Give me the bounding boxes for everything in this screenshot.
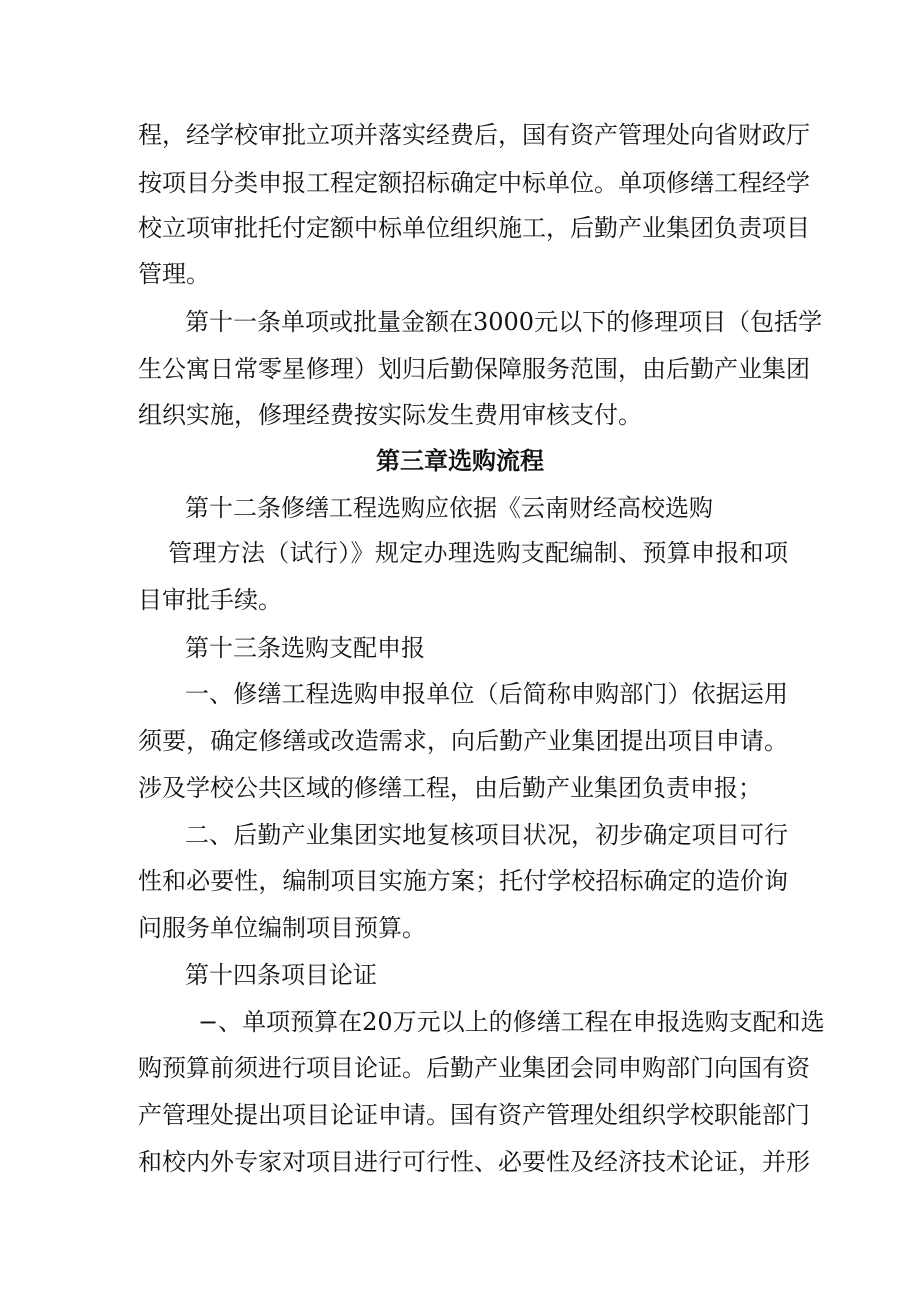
paragraph-line: 产管理处提出项目论证申请。国有资产管理处组织学校职能部门 bbox=[138, 1101, 810, 1129]
paragraph-line: 须要，确定修缮或改造需求，向后勤产业集团提出项目申请。 bbox=[138, 727, 788, 755]
paragraph-line: −、单项预算在20万元以上的修缮工程在申报选购支配和选 bbox=[198, 1008, 825, 1036]
paragraph-line: 第十二条修缮工程选购应依据《云南财经高校选购 bbox=[185, 494, 713, 522]
paragraph-line: 校立项审批托付定额中标单位组织施工，后勤产业集团负责项目 bbox=[138, 214, 810, 242]
paragraph-line: 管理方法（试行）》规定办理选购支配编制、预算申报和项 bbox=[168, 539, 788, 567]
paragraph-line: 性和必要性，编制项目实施方案；托付学校招标确定的造价询 bbox=[138, 867, 788, 895]
paragraph-line: 二、后勤产业集团实地复核项目状况，初步确定项目可行 bbox=[185, 821, 788, 849]
paragraph-line: 第十一条单项或批量金额在3000元以下的修理项目（包括学 bbox=[185, 308, 823, 336]
article-heading: 第十三条选购支配申报 bbox=[185, 634, 425, 662]
paragraph-line: 一、修缮工程选购申报单位（后简称申购部门）依据运用 bbox=[185, 680, 788, 708]
paragraph-line: 涉及学校公共区域的修缮工程，由后勤产业集团负责申报； bbox=[138, 774, 762, 802]
article-heading: 第十四条项目论证 bbox=[185, 961, 377, 989]
paragraph-line: 目审批手续。 bbox=[138, 586, 282, 614]
paragraph-line: 购预算前须进行项目论证。后勤产业集团会同申购部门向国有资 bbox=[138, 1054, 810, 1082]
paragraph-line: 按项目分类申报工程定额招标确定中标单位。单项修缮工程经学 bbox=[138, 169, 810, 197]
paragraph-line: 组织实施，修理经费按实际发生费用审核支付。 bbox=[138, 401, 642, 429]
paragraph-line: 生公寓日常零星修理）划归后勤保障服务范围，由后勤产业集团 bbox=[138, 355, 810, 383]
paragraph-line: 程，经学校审批立项并落实经费后，国有资产管理处向省财政厅 bbox=[138, 121, 810, 149]
paragraph-line: 和校内外专家对项目进行可行性、必要性及经济技术论证，并形 bbox=[138, 1148, 810, 1176]
paragraph-line: 问服务单位编制项目预算。 bbox=[138, 914, 426, 942]
paragraph-line: 管理。 bbox=[138, 260, 210, 288]
chapter-heading: 第三章选购流程 bbox=[376, 447, 544, 475]
